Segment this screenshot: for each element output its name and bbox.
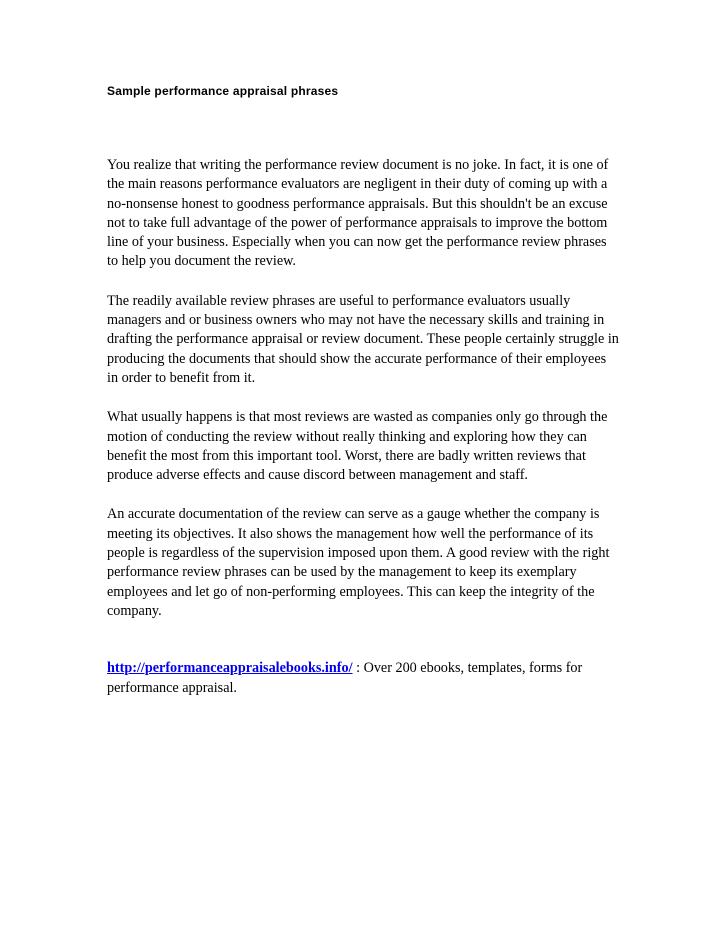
paragraph-2: The readily available review phrases are useful to performance evaluators usually managers and or business owners who may not have the necessary skills and training in drafting the performance appraisal or review document. These people certainly struggle in producing the documents that should show the accurate performance of their employees in order to benefit from it.	[107, 292, 619, 386]
ebooks-link[interactable]: http://performanceappraisalebooks.info/	[107, 660, 353, 677]
document-body	[107, 156, 619, 718]
footer-paragraph	[107, 659, 619, 698]
document-title: Sample performance appraisal phrases	[107, 84, 339, 98]
paragraph-1: You realize that writing the performance review document is no joke. In fact, it is one of the main reasons performance evaluators are negligent in their duty of coming up with a no-nonsense honest to goodness performance appraisals. But this shouldn't be an excuse not to take full advantage of the power of performance appraisals to improve the bottom line of your business. Especially when you can now get the performance review phrases to help you document the review.	[107, 157, 609, 270]
paragraph-4: An accurate documentation of the review can serve as a gauge whether the company is meeting its objectives. It also shows the management how well the performance of its people is regardless of the supervision imposed upon them. A good review with the right performance review phrases can be used by the management to keep its exemplary employees and let go of non-performing employees. This can keep the integrity of the company.	[107, 506, 610, 619]
paragraph-3: What usually happens is that most reviews are wasted as companies only go through the motion of conducting the review without really thinking and exploring how they can benefit the most from this important tool. Worst, there are badly written reviews that produce adverse effects and cause discord between management and staff.	[107, 409, 608, 484]
footer-description: : Over 200 ebooks, templates, forms for performance appraisal.	[107, 660, 583, 696]
